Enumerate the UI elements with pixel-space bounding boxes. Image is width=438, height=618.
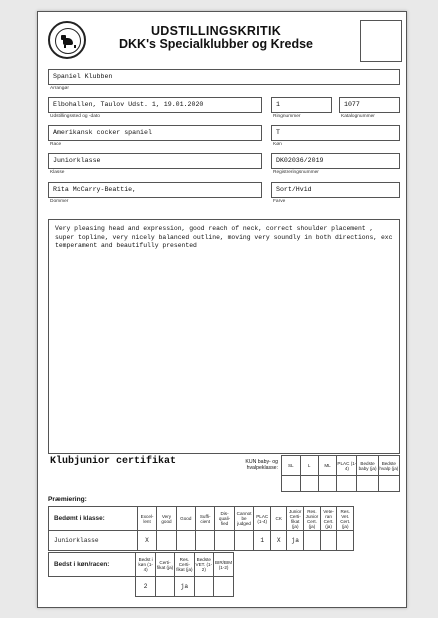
bp-cell[interactable] (337, 476, 357, 492)
certificate-text: Klubjunior certifikat (50, 456, 177, 467)
sh-best-in-sex: Bedst i køn (1-4) (136, 553, 155, 577)
breed-label: Race (50, 142, 62, 147)
ph-ck: CK (271, 507, 287, 531)
sv-res-certificate[interactable]: ja (175, 577, 194, 597)
pv-very-good[interactable] (157, 531, 176, 551)
pv-res-vet-cert[interactable] (337, 531, 354, 551)
bp-header-best-puppy: Bedste hvalp (ja) (378, 456, 399, 476)
pv-plac[interactable]: 1 (254, 531, 271, 551)
ph-excellent: Excel-lent (137, 507, 157, 531)
regno-field[interactable]: DK02036/2019 (271, 153, 400, 169)
pv-veteran-cert[interactable] (320, 531, 337, 551)
title-line-2: DKK's Specialklubber og Kredse (118, 37, 313, 51)
judge-label: Dommer (50, 199, 69, 204)
class-judged-label: Bedømt i klasse: (49, 507, 138, 531)
ph-cannot-be-judged: Cannot be judged (234, 507, 254, 531)
ph-res-junior-cert: Res. Junior Cert. (ja) (304, 507, 321, 531)
color-label: Farve (273, 199, 286, 204)
bp-cell[interactable] (378, 476, 399, 492)
pv-good[interactable] (176, 531, 195, 551)
sex-label: Køn (273, 142, 282, 147)
ring-label: Ringnummer (273, 114, 301, 119)
bp-header-sl: SL (282, 456, 301, 476)
pv-excellent[interactable]: X (137, 531, 157, 551)
catalog-label: Katalognummer (341, 114, 375, 119)
breed-field[interactable]: Amerikansk cocker spaniel (48, 125, 262, 141)
pv-cannot-be-judged[interactable] (234, 531, 254, 551)
venue-label: Udstillingssted og -dato (50, 114, 100, 119)
sh-bir-bim: BIR/BIM (1-2) (214, 553, 234, 577)
pv-sufficient[interactable] (196, 531, 215, 551)
sv-best-in-sex[interactable]: 2 (136, 577, 155, 597)
bp-header-best-baby: Bedste baby (ja) (357, 456, 378, 476)
color-field[interactable]: Sort/Hvid (271, 182, 400, 198)
pv-junior-cert[interactable]: ja (287, 531, 304, 551)
ph-good: Good (176, 507, 195, 531)
ph-disqualified: Dis-quali-fied (215, 507, 234, 531)
pv-disqualified[interactable] (215, 531, 234, 551)
class-row-label: Juniorklasse (49, 531, 138, 551)
ph-junior-cert: Junior Certi-fikat (ja) (287, 507, 304, 531)
sv-best-veteran[interactable] (194, 577, 214, 597)
baby-puppy-table (281, 455, 400, 492)
sex-field[interactable]: T (271, 125, 400, 141)
sh-certificate: Certi-fikat (ja) (155, 553, 174, 577)
spacer-cell (49, 577, 136, 597)
premiering-title: Præmiering: (48, 496, 87, 503)
class-premiering-table (48, 506, 354, 551)
venue-field[interactable]: Elbohallen, Taulov Udst. 1, 19.01.2020 (48, 97, 262, 113)
judge-field[interactable]: Rita McCarry-Beattie, (48, 182, 262, 198)
bp-cell[interactable] (318, 476, 337, 492)
regno-label: Registreringsnummer (273, 170, 319, 175)
sh-res-certificate: Res. Certi-fikat (ja) (175, 553, 194, 577)
ph-sufficient: Suffi-cient (196, 507, 215, 531)
bp-cell[interactable] (300, 476, 318, 492)
photo-box (360, 20, 402, 62)
critique-sheet (37, 11, 407, 608)
arranger-label: Arrangør (50, 86, 69, 91)
sh-best-veteran: Bedste VET. (1-2) (194, 553, 214, 577)
ph-res-vet-cert: Res. Vet. Cert. (ja) (337, 507, 354, 531)
ring-field[interactable]: 1 (271, 97, 332, 113)
pv-res-junior-cert[interactable] (304, 531, 321, 551)
class-label: Klasse (50, 170, 65, 175)
arranger-field[interactable]: Spaniel Klubben (48, 69, 400, 85)
best-in-sex-label: Bedst i køn/racen: (49, 553, 136, 577)
bp-header-l: L (300, 456, 318, 476)
class-field[interactable]: Juniorklasse (48, 153, 262, 169)
ph-veteran-cert: Vete-ran Cert. (ja) (320, 507, 337, 531)
bp-cell[interactable] (282, 476, 301, 492)
bp-cell[interactable] (357, 476, 378, 492)
baby-puppy-label: KUN baby- og hvalpeklasse: (245, 459, 278, 471)
catalog-field[interactable]: 1077 (339, 97, 400, 113)
sv-certificate[interactable] (155, 577, 174, 597)
pv-ck[interactable]: X (271, 531, 287, 551)
critique-text[interactable]: Very pleasing head and expression, good reach of neck, correct shoulder placement , super topline, very nicely balanced outline, moving very soundly in both directions, exc temperament and beautifully presented (48, 219, 400, 454)
form-title (96, 25, 336, 51)
sv-bir-bim[interactable] (214, 577, 234, 597)
bp-header-plac: PLAC (1-4) (337, 456, 357, 476)
best-in-sex-table (48, 552, 234, 597)
title-line-1: UDSTILLINGSKRITIK (150, 24, 282, 38)
dkk-logo-icon (48, 21, 86, 59)
ph-plac: PLAC (1-4) (254, 507, 271, 531)
ph-very-good: Very good (157, 507, 176, 531)
bp-header-ml: ML (318, 456, 337, 476)
